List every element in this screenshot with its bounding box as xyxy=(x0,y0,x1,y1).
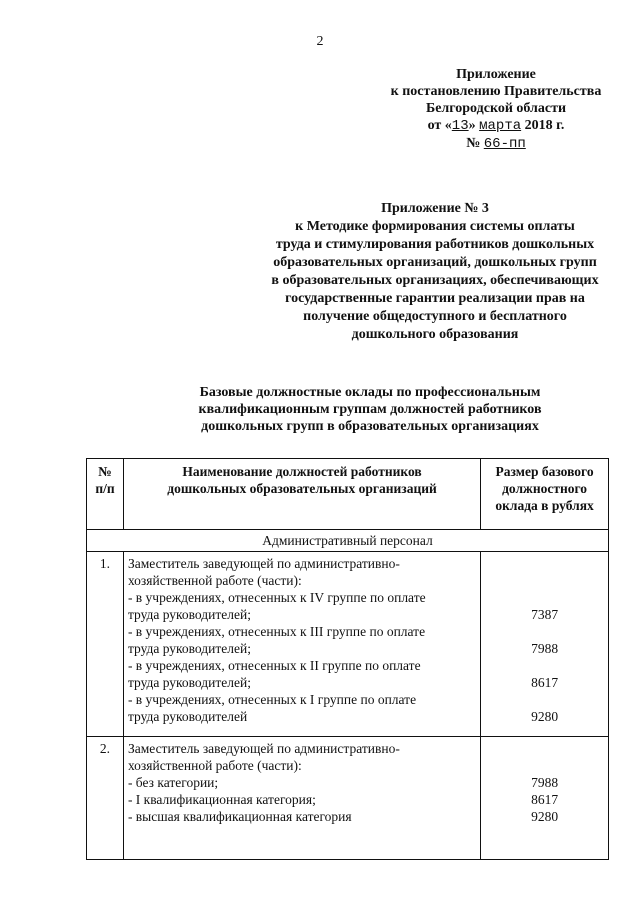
appendix-number xyxy=(376,135,616,153)
table-title-line: дошкольных групп в образовательных организациях xyxy=(201,419,539,434)
description-line: Заместитель заведующей по административно- xyxy=(127,556,400,571)
method-title-line: дошкольного образования xyxy=(351,327,519,342)
position-description xyxy=(123,737,480,860)
table-row xyxy=(87,552,609,737)
description-line: - без категории; xyxy=(127,775,219,790)
salary-value: 7387 xyxy=(531,607,559,622)
appendix-header xyxy=(376,66,616,153)
methodology-appendix-title xyxy=(250,200,620,344)
method-title-line: образовательных организаций, дошкольных групп xyxy=(273,255,597,270)
salary-value xyxy=(483,572,606,589)
header-text: Размер базового xyxy=(495,464,594,479)
header-text: должностного xyxy=(502,481,588,496)
salary-value xyxy=(483,757,606,774)
description-line: - в учреждениях, отнесенных к III группе по оплате xyxy=(127,624,426,639)
date-prefix: от « xyxy=(427,118,452,133)
description-line: - I квалификационная категория; xyxy=(127,792,316,807)
row-number: 1. xyxy=(87,552,124,737)
description-line: труда руководителей; xyxy=(127,607,251,622)
description-line: - в учреждениях, отнесенных к I группе по оплате xyxy=(127,692,417,707)
description-line: труда руководителей; xyxy=(127,641,251,656)
appendix-title: Приложение xyxy=(456,67,536,82)
table-title-line: квалификационным группам должностей работников xyxy=(198,402,542,417)
description-line: Заместитель заведующей по административно- xyxy=(127,741,400,756)
date-month: марта xyxy=(479,118,522,134)
description-line: хозяйственной работе (части): xyxy=(127,573,302,588)
method-title-line: труда и стимулирования работников дошкольных xyxy=(275,237,595,252)
description-line: - в учреждениях, отнесенных к IV группе по оплате xyxy=(127,590,426,605)
header-text: оклада в рублях xyxy=(495,498,594,513)
number-value: 66-пп xyxy=(483,136,526,152)
description-line: - в учреждениях, отнесенных к II группе по оплате xyxy=(127,658,421,673)
salary-table xyxy=(86,458,609,860)
appendix-line-2: к постановлению Правительства xyxy=(390,84,602,99)
salary-value: 8617 xyxy=(531,675,559,690)
table-header-row xyxy=(87,459,609,530)
description-line: труда руководителей; xyxy=(127,675,251,690)
description-line: - высшая квалификационная категория xyxy=(127,809,352,824)
row-number: 2. xyxy=(87,737,124,860)
section-label: Административный персонал xyxy=(87,530,609,552)
salary-value xyxy=(483,691,606,708)
salary-value xyxy=(483,589,606,606)
salary-value: 8617 xyxy=(531,792,559,807)
salary-value xyxy=(483,555,606,572)
method-title-line: государственные гарантии реализации прав на xyxy=(285,291,585,306)
method-title-line: получение общедоступного и бесплатного xyxy=(303,309,567,324)
header-position-name xyxy=(123,459,480,530)
salary-value xyxy=(483,657,606,674)
number-prefix: № xyxy=(466,136,481,151)
method-title-line: Приложение № 3 xyxy=(381,201,489,216)
salary-value: 7988 xyxy=(531,775,559,790)
appendix-date xyxy=(376,117,616,135)
header-text: Наименование должностей работников xyxy=(182,464,422,479)
section-row xyxy=(87,530,609,552)
salary-value: 9280 xyxy=(531,709,559,724)
salary-value xyxy=(483,623,606,640)
salary-values xyxy=(481,737,609,860)
header-text: № xyxy=(98,464,112,479)
description-line: труда руководителей xyxy=(127,709,248,724)
table-title-line: Базовые должностные оклады по профессиональным xyxy=(199,385,541,400)
method-title-line: к Методике формирования системы оплаты xyxy=(295,219,575,234)
description-line: хозяйственной работе (части): xyxy=(127,758,302,773)
date-day: 13 xyxy=(451,118,469,134)
header-number xyxy=(87,459,124,530)
table-title xyxy=(160,384,580,435)
table-row xyxy=(87,737,609,860)
position-description xyxy=(123,552,480,737)
header-text: п/п xyxy=(95,481,115,496)
salary-values xyxy=(481,552,609,737)
appendix-line-3: Белгородской области xyxy=(425,101,567,116)
salary-value: 9280 xyxy=(531,809,559,824)
method-title-line: в образовательных организациях, обеспечивающих xyxy=(271,273,599,288)
date-mid: » xyxy=(468,118,476,133)
header-text: дошкольных образовательных организаций xyxy=(167,481,437,496)
salary-value: 7988 xyxy=(531,641,559,656)
date-year: 2018 г. xyxy=(524,118,565,133)
page-number: 2 xyxy=(316,34,324,49)
header-salary xyxy=(481,459,609,530)
salary-value xyxy=(483,740,606,757)
